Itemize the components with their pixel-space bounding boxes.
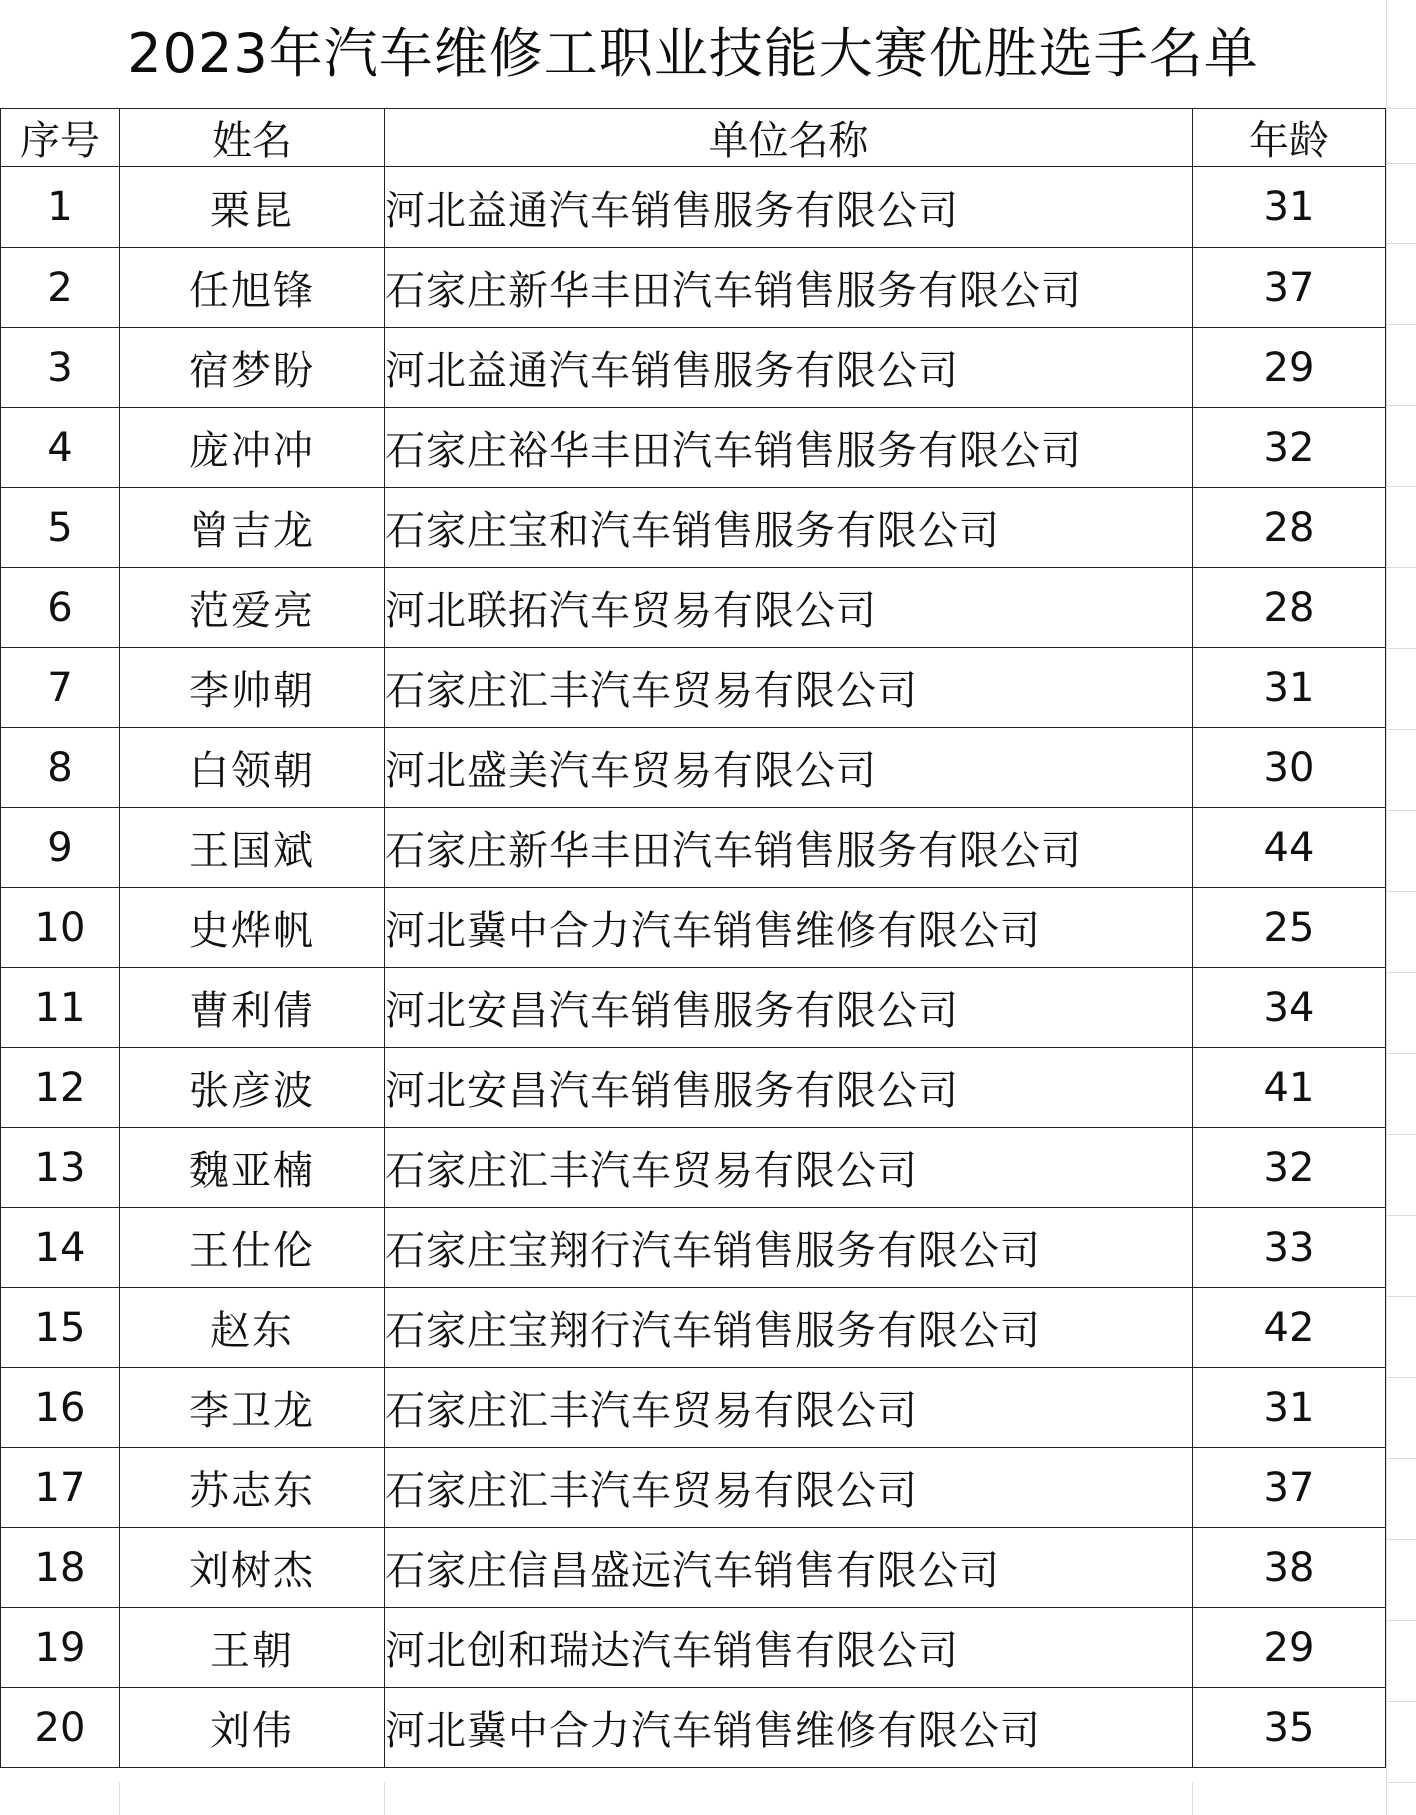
cell-age: 44 (1193, 808, 1386, 888)
cell-age: 41 (1193, 1048, 1386, 1128)
cell-unit-name: 河北安昌汽车销售服务有限公司 (385, 968, 1193, 1048)
table-row (1, 648, 1386, 728)
cell-name: 曾吉龙 (120, 488, 385, 568)
cell-name: 李卫龙 (120, 1368, 385, 1448)
cell-name: 魏亚楠 (120, 1128, 385, 1208)
cell-serial-number: 8 (1, 728, 120, 808)
cell-unit-name: 石家庄信昌盛远汽车销售有限公司 (385, 1528, 1193, 1608)
grid-row-line (1386, 1782, 1416, 1783)
cell-serial-number: 7 (1, 648, 120, 728)
grid-row-line (1386, 567, 1416, 568)
grid-row-line (1386, 163, 1416, 164)
grid-row-line (1386, 648, 1416, 649)
cell-name: 曹利倩 (120, 968, 385, 1048)
cell-age: 38 (1193, 1528, 1386, 1608)
cell-serial-number: 17 (1, 1448, 120, 1528)
table-row (1, 328, 1386, 408)
cell-age: 31 (1193, 648, 1386, 728)
cell-age: 31 (1193, 167, 1386, 248)
table-row (1, 568, 1386, 648)
cell-name: 张彦波 (120, 1048, 385, 1128)
table-row (1, 728, 1386, 808)
winners-table (0, 108, 1386, 1768)
grid-column-line (119, 1782, 120, 1815)
cell-name: 任旭锋 (120, 248, 385, 328)
table-row (1, 1208, 1386, 1288)
cell-age: 28 (1193, 568, 1386, 648)
table-row (1, 1688, 1386, 1768)
cell-age: 29 (1193, 328, 1386, 408)
grid-row-line (1386, 1458, 1416, 1459)
cell-age: 30 (1193, 728, 1386, 808)
grid-column-line (1192, 1782, 1193, 1815)
grid-row-line (1386, 324, 1416, 325)
cell-name: 栗昆 (120, 167, 385, 248)
cell-unit-name: 石家庄汇丰汽车贸易有限公司 (385, 1448, 1193, 1528)
grid-column-line (1386, 0, 1387, 1815)
table-row (1, 888, 1386, 968)
cell-age: 35 (1193, 1688, 1386, 1768)
cell-name: 刘树杰 (120, 1528, 385, 1608)
cell-age: 34 (1193, 968, 1386, 1048)
table-row (1, 1368, 1386, 1448)
cell-age: 28 (1193, 488, 1386, 568)
table-row (1, 808, 1386, 888)
cell-age: 25 (1193, 888, 1386, 968)
grid-row-line (1386, 729, 1416, 730)
cell-serial-number: 9 (1, 808, 120, 888)
table-row (1, 1448, 1386, 1528)
cell-unit-name: 石家庄新华丰田汽车销售服务有限公司 (385, 808, 1193, 888)
grid-column-line (384, 1782, 385, 1815)
grid-row-line (1386, 108, 1416, 109)
table-row (1, 408, 1386, 488)
cell-serial-number: 12 (1, 1048, 120, 1128)
table-row (1, 1048, 1386, 1128)
cell-age: 37 (1193, 1448, 1386, 1528)
cell-unit-name: 河北盛美汽车贸易有限公司 (385, 728, 1193, 808)
cell-unit-name: 河北益通汽车销售服务有限公司 (385, 328, 1193, 408)
table-row (1, 1608, 1386, 1688)
cell-serial-number: 18 (1, 1528, 120, 1608)
cell-unit-name: 河北创和瑞达汽车销售有限公司 (385, 1608, 1193, 1688)
cell-unit-name: 石家庄宝翔行汽车销售服务有限公司 (385, 1208, 1193, 1288)
grid-row-line (1386, 891, 1416, 892)
cell-age: 31 (1193, 1368, 1386, 1448)
grid-row-line (1386, 810, 1416, 811)
grid-row-line (1386, 1134, 1416, 1135)
cell-serial-number: 10 (1, 888, 120, 968)
cell-age: 37 (1193, 248, 1386, 328)
cell-age: 42 (1193, 1288, 1386, 1368)
cell-unit-name: 石家庄汇丰汽车贸易有限公司 (385, 1368, 1193, 1448)
cell-name: 李帅朝 (120, 648, 385, 728)
cell-name: 王仕伦 (120, 1208, 385, 1288)
cell-serial-number: 14 (1, 1208, 120, 1288)
cell-name: 刘伟 (120, 1688, 385, 1768)
cell-serial-number: 2 (1, 248, 120, 328)
cell-name: 苏志东 (120, 1448, 385, 1528)
cell-name: 王国斌 (120, 808, 385, 888)
header-unit-name: 单位名称 (385, 109, 1193, 167)
cell-serial-number: 5 (1, 488, 120, 568)
grid-row-line (1386, 243, 1416, 244)
cell-unit-name: 石家庄裕华丰田汽车销售服务有限公司 (385, 408, 1193, 488)
cell-unit-name: 河北联拓汽车贸易有限公司 (385, 568, 1193, 648)
cell-unit-name: 石家庄宝和汽车销售服务有限公司 (385, 488, 1193, 568)
table-row (1, 248, 1386, 328)
cell-name: 赵东 (120, 1288, 385, 1368)
cell-age: 29 (1193, 1608, 1386, 1688)
cell-name: 王朝 (120, 1608, 385, 1688)
cell-serial-number: 3 (1, 328, 120, 408)
table-row (1, 1528, 1386, 1608)
cell-unit-name: 河北冀中合力汽车销售维修有限公司 (385, 1688, 1193, 1768)
table-header-row (1, 109, 1386, 167)
grid-row-line (1386, 486, 1416, 487)
cell-unit-name: 石家庄汇丰汽车贸易有限公司 (385, 1128, 1193, 1208)
table-row (1, 1288, 1386, 1368)
table-row (1, 167, 1386, 248)
cell-unit-name: 河北冀中合力汽车销售维修有限公司 (385, 888, 1193, 968)
cell-serial-number: 19 (1, 1608, 120, 1688)
grid-row-line (1386, 405, 1416, 406)
table-row (1, 1128, 1386, 1208)
grid-row-line (1386, 1296, 1416, 1297)
grid-row-line (1386, 1053, 1416, 1054)
cell-age: 33 (1193, 1208, 1386, 1288)
cell-serial-number: 15 (1, 1288, 120, 1368)
grid-row-line (1386, 1539, 1416, 1540)
cell-serial-number: 13 (1, 1128, 120, 1208)
table-row (1, 488, 1386, 568)
cell-age: 32 (1193, 1128, 1386, 1208)
cell-name: 范爱亮 (120, 568, 385, 648)
header-age: 年龄 (1193, 109, 1386, 167)
grid-row-line (1386, 1620, 1416, 1621)
cell-unit-name: 石家庄汇丰汽车贸易有限公司 (385, 648, 1193, 728)
cell-serial-number: 6 (1, 568, 120, 648)
cell-serial-number: 11 (1, 968, 120, 1048)
cell-serial-number: 1 (1, 167, 120, 248)
cell-name: 宿梦盼 (120, 328, 385, 408)
cell-unit-name: 石家庄宝翔行汽车销售服务有限公司 (385, 1288, 1193, 1368)
grid-row-line (1386, 1215, 1416, 1216)
cell-serial-number: 20 (1, 1688, 120, 1768)
cell-name: 庞冲冲 (120, 408, 385, 488)
cell-serial-number: 16 (1, 1368, 120, 1448)
cell-unit-name: 河北安昌汽车销售服务有限公司 (385, 1048, 1193, 1128)
cell-name: 史烨帆 (120, 888, 385, 968)
header-serial-number: 序号 (1, 109, 120, 167)
cell-serial-number: 4 (1, 408, 120, 488)
cell-unit-name: 河北益通汽车销售服务有限公司 (385, 167, 1193, 248)
cell-age: 32 (1193, 408, 1386, 488)
page-title: 2023年汽车维修工职业技能大赛优胜选手名单 (127, 22, 1259, 85)
grid-row-line (1386, 1377, 1416, 1378)
grid-row-line (1386, 972, 1416, 973)
cell-name: 白领朝 (120, 728, 385, 808)
cell-unit-name: 石家庄新华丰田汽车销售服务有限公司 (385, 248, 1193, 328)
grid-row-line (1386, 1701, 1416, 1702)
table-row (1, 968, 1386, 1048)
header-name: 姓名 (120, 109, 385, 167)
